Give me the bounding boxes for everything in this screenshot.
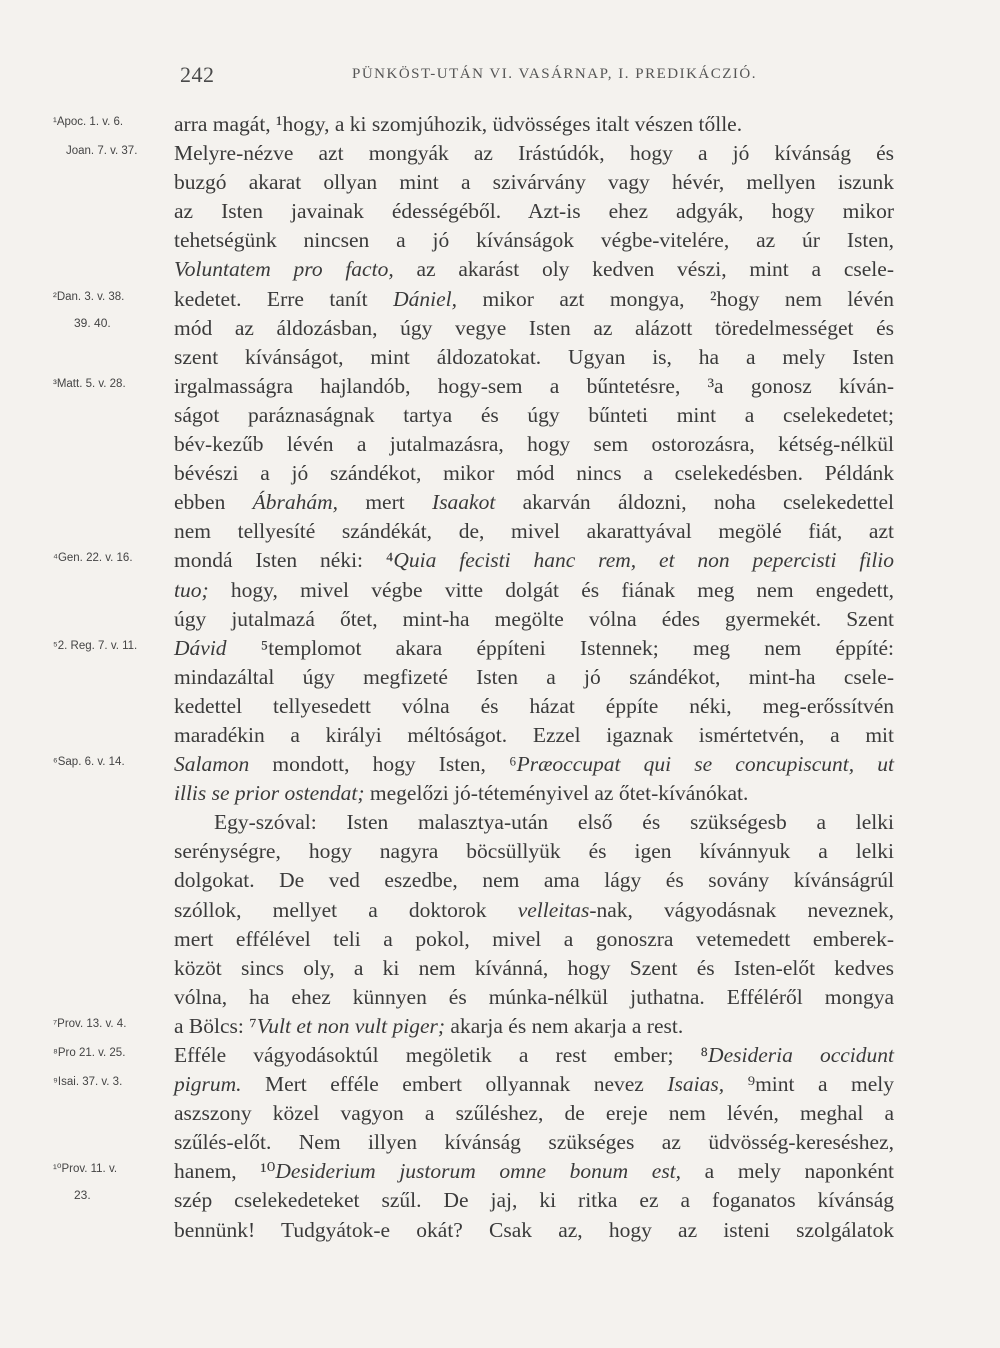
line-text: ebben Ábrahám, mert Isaakot akarván áldozni, noha cselekedettel: [174, 490, 894, 515]
margin-reference: 23.: [74, 1188, 91, 1203]
text-line: [0, 983, 1000, 1012]
line-text: Efféle vágyodásoktúl megöletik a rest ember; ⁸Desideria occidunt: [174, 1043, 894, 1067]
text-line: [0, 226, 1000, 255]
text-line: [0, 954, 1000, 983]
text-line: [0, 634, 1000, 663]
line-text: Voluntatem pro facto, az akarást oly kedven vészi, mint a csele-: [174, 257, 894, 282]
text-line: [0, 517, 1000, 546]
text-line: [0, 110, 1000, 139]
line-text: tehetségünk nincsen a jó kívánságok végbe-vitelére, az úr Isten,: [174, 228, 894, 253]
line-text: Egy-szóval: Isten malasztya-után első és szükségesb a lelki: [214, 810, 894, 835]
page-header: [0, 62, 1000, 92]
text-line: [0, 314, 1000, 343]
line-text: bévészi a jó szándékot, mikor mód nincs a cselekedésben. Példánk: [174, 461, 894, 486]
line-text: Dávid ⁵templomot akara éppíteni Istennek; meg nem éppíté:: [174, 635, 894, 660]
text-line: [0, 343, 1000, 372]
margin-reference: ¹Apoc. 1. v. 6.: [53, 116, 124, 128]
text-line: [0, 576, 1000, 605]
line-text: tuo; hogy, mivel végbe vitte dolgát és fiának meg nem engedett,: [174, 577, 894, 602]
text-line: [0, 372, 1000, 401]
text-line: [0, 285, 1000, 314]
line-text: irgalmasságra hajlandób, hogy-sem a bűntetésre, ³a gonosz kíván-: [174, 373, 894, 398]
text-line: [0, 488, 1000, 517]
text-line: [0, 1099, 1000, 1128]
line-text: szent kívánságot, mint áldozatokat. Ugyan is, ha a mely Isten: [174, 344, 894, 369]
text-line: [0, 1157, 1000, 1186]
page-number: 242: [180, 62, 215, 87]
line-text: illis se prior ostendat; megelőzi jó-téteményivel az őtet-kívánókat.: [174, 781, 749, 806]
line-text: szóllok, mellyet a doktorok velleitas-nak, vágyodásnak neveznek,: [174, 897, 894, 922]
text-line: [0, 837, 1000, 866]
text-line: [0, 459, 1000, 488]
running-title: PÜNKÖST-UTÁN VI. VASÁRNAP, I. PREDIKÁCZIÓ.: [352, 66, 757, 82]
line-text: mód az áldozásban, úgy vegye Isten az alázott töredelmességet és: [174, 315, 894, 340]
line-text: buzgó akarat ollyan mint a szivárvány vagy hévér, mellyen iszunk: [174, 170, 894, 195]
text-line: [0, 750, 1000, 779]
line-text: közöt sincs oly, a ki nem kívánná, hogy Szent és Isten-előt kedves: [174, 955, 894, 980]
text-line: [0, 779, 1000, 808]
line-text: hanem, ¹⁰Desiderium justorum omne bonum est, a mely naponként: [174, 1159, 895, 1184]
text-line: [0, 1041, 1000, 1070]
text-line: [0, 721, 1000, 750]
line-text: kedetet. Erre tanít Dániel, mikor azt mongya, ²hogy nem lévén: [174, 286, 894, 311]
text-line: [0, 896, 1000, 925]
text-line: [0, 401, 1000, 430]
margin-reference: ⁴Gen. 22. v. 16.: [53, 552, 133, 565]
margin-reference: ³Matt. 5. v. 28.: [53, 377, 126, 390]
line-text: serénységre, hogy nagyra böcsüllyük és igen kívánnyuk a lelki: [174, 839, 894, 864]
margin-reference: ⁹Isai. 37. v. 3.: [53, 1076, 123, 1089]
line-text: mondá Isten néki: ⁴Quia fecisti hanc rem, et non pepercisti filio: [174, 548, 895, 573]
line-text: úgy jutalmazá őtet, mint-ha megölte vólna édes gyermekét. Szent: [174, 606, 894, 631]
text-line: [0, 255, 1000, 284]
line-text: ságot paráznaságnak tartya és úgy bűnteti mint a cselekedetet;: [174, 402, 894, 427]
line-text: kedettel tellyesedett vólna és házat éppíte néki, meg-erőssítvén: [174, 693, 894, 718]
line-text: a Bölcs: ⁷Vult et non vult piger; akarja és nem akarja a rest.: [174, 1013, 684, 1038]
sermon-text: [0, 110, 1000, 1245]
margin-reference: ²Dan. 3. v. 38.: [53, 290, 125, 303]
line-text: dolgokat. De ved eszedbe, nem ama lágy és sovány kívánságrúl: [174, 868, 894, 893]
text-line: [0, 866, 1000, 895]
text-line: [0, 1186, 1000, 1215]
line-text: az Isten javainak édességéből. Azt-is ehez adgyák, hogy mikor: [174, 199, 894, 224]
text-line: [0, 546, 1000, 575]
text-line: [0, 168, 1000, 197]
line-text: mindazáltal úgy megfizeté Isten a jó szándékot, mint-ha csele-: [174, 664, 894, 689]
text-line: [0, 605, 1000, 634]
text-line: [0, 692, 1000, 721]
text-line: [0, 1070, 1000, 1099]
line-text: Melyre-nézve azt mongyák az Irástúdók, hogy a jó kívánság és: [174, 141, 894, 166]
text-line: [0, 808, 1000, 837]
line-text: bév-kezűb lévén a jutalmazásra, hogy sem ostorozásra, kétség-nélkül: [174, 432, 894, 457]
line-text: aszszony közel vagyon a szűléshez, de ereje nem lévén, meghal a: [174, 1101, 894, 1126]
line-text: arra magát, ¹hogy, a ki szomjúhozik, üdvösséges italt vészen tőlle.: [174, 112, 743, 136]
line-text: mert effélével teli a pokol, mivel a gonoszra vetemedett emberek-: [174, 926, 894, 951]
margin-reference: ⁸Pro 21. v. 25.: [53, 1047, 126, 1059]
text-line: [0, 430, 1000, 459]
line-text: szűlés-előt. Nem illyen kívánság szükséges az üdvösség-kereséshez,: [174, 1130, 894, 1155]
margin-reference: Joan. 7. v. 37.: [66, 145, 138, 158]
line-text: nem tellyesíté szándékát, de, mivel akarattyával megölé fiát, azt: [174, 519, 894, 544]
text-line: [0, 1216, 1000, 1245]
line-text: Salamon mondott, hogy Isten, ⁶Præoccupat qui se concupiscunt, ut: [174, 752, 894, 777]
text-line: [0, 1128, 1000, 1157]
text-line: [0, 925, 1000, 954]
text-line: [0, 663, 1000, 692]
margin-reference: ⁵2. Reg. 7. v. 11.: [53, 639, 138, 652]
margin-reference: 39. 40.: [74, 315, 111, 330]
margin-reference: ⁶Sap. 6. v. 14.: [53, 756, 125, 769]
text-line: [0, 139, 1000, 168]
line-text: pigrum. Mert efféle embert ollyannak nevez Isaias, ⁹mint a mely: [174, 1072, 894, 1097]
margin-reference: ¹⁰Prov. 11. v.: [53, 1163, 118, 1176]
line-text: bennünk! Tudgyátok-e okát? Csak az, hogy az isteni szolgálatok: [174, 1217, 894, 1242]
line-text: maradékin a királyi méltóságot. Ezzel igaznak ismértetvén, a mit: [174, 722, 894, 747]
line-text: vólna, ha ehez künnyen és múnka-nélkül juthatna. Efféléről mongya: [174, 984, 894, 1009]
text-line: [0, 1012, 1000, 1041]
text-line: [0, 197, 1000, 226]
line-text: szép cselekedeteket szűl. De jaj, ki ritka ez a foganatos kívánság: [174, 1188, 894, 1213]
margin-reference: ⁷Prov. 13. v. 4.: [53, 1017, 127, 1030]
